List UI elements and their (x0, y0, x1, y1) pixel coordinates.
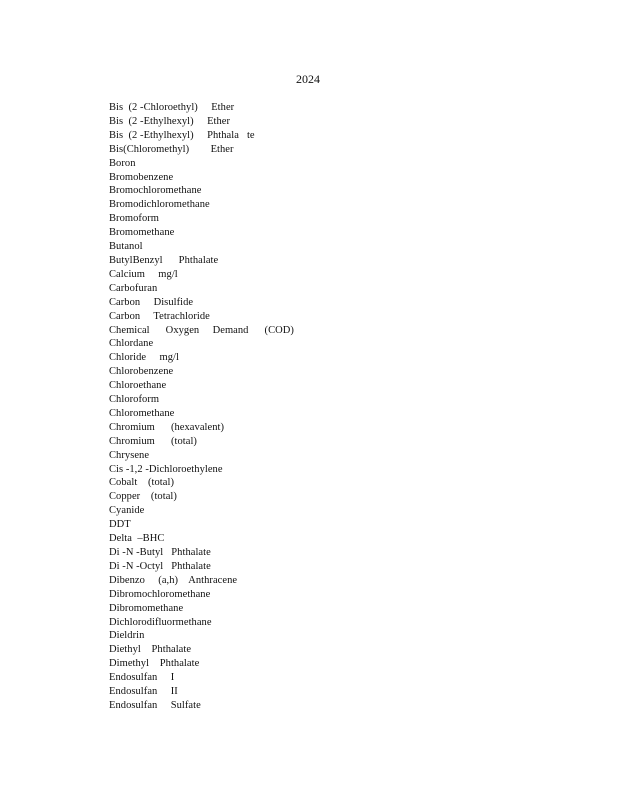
list-item: Chloroform (109, 394, 160, 406)
list-item: Bromochloromethane (109, 185, 202, 197)
list-item: Chloroethane (109, 380, 167, 392)
list-item: Dibromochloromethane (109, 588, 211, 600)
analyte-list (109, 101, 294, 713)
list-item: Copper (total) (109, 491, 177, 503)
list-item: Di -N -Butyl Phthalate (109, 547, 211, 558)
list-item: Cobalt (total) (109, 477, 175, 489)
list-item: Boron (109, 157, 136, 169)
list-item: Chlordane (109, 338, 154, 350)
list-item: Dichlorodifluormethane (109, 616, 212, 628)
list-item: Chrysene (109, 449, 150, 461)
list-item: Carbofuran (109, 282, 158, 294)
list-item: Chromium (hexavalent) (109, 421, 225, 433)
list-item: Dimethyl Phthalate (109, 658, 200, 670)
list-item: Chromium (total) (109, 435, 197, 447)
list-item: Bis(Chloromethyl) Ether (109, 143, 234, 155)
list-item: Calcium mg/l (109, 268, 178, 280)
list-item: Delta –BHC (109, 533, 165, 545)
list-item: Dieldrin (109, 630, 145, 642)
list-item: Bis (2 -Ethylhexyl) Ether (109, 115, 231, 127)
list-item: Bromodichloromethane (109, 199, 210, 211)
list-item: Bromobenzene (109, 171, 174, 183)
list-item: Butanol (109, 241, 143, 253)
list-item: Chloromethane (109, 407, 175, 419)
list-item: Cis -1,2 -Dichloroethylene (109, 463, 223, 475)
list-item: Chemical Oxygen Demand (COD) (109, 324, 294, 336)
list-item: DDT (109, 519, 131, 531)
list-item: Endosulfan II (109, 686, 178, 698)
year-heading: 2024 (296, 72, 320, 86)
list-item: Dibromomethane (109, 602, 184, 614)
list-item: Bromomethane (109, 227, 175, 239)
list-item: Di -N -Octyl Phthalate (109, 560, 211, 572)
list-item: Endosulfan Sulfate (109, 699, 201, 711)
list-item: Cyanide (109, 505, 145, 517)
list-item: Chloride mg/l (109, 352, 179, 364)
list-item: Bis (2 -Chloroethyl) Ether (109, 102, 235, 113)
list-item: Diethyl Phthalate (109, 644, 192, 656)
list-item: Dibenzo (a,h) Anthracene (109, 574, 238, 586)
list-item: ButylBenzyl Phthalate (109, 254, 219, 266)
list-item: Carbon Disulfide (109, 296, 194, 308)
list-item: Endosulfan I (109, 672, 175, 684)
list-item: Bromoform (109, 213, 160, 225)
list-item: Bis (2 -Ethylhexyl) Phthala te (109, 129, 255, 141)
list-item: Chlorobenzene (109, 366, 174, 378)
list-item: Carbon Tetrachloride (109, 310, 210, 322)
